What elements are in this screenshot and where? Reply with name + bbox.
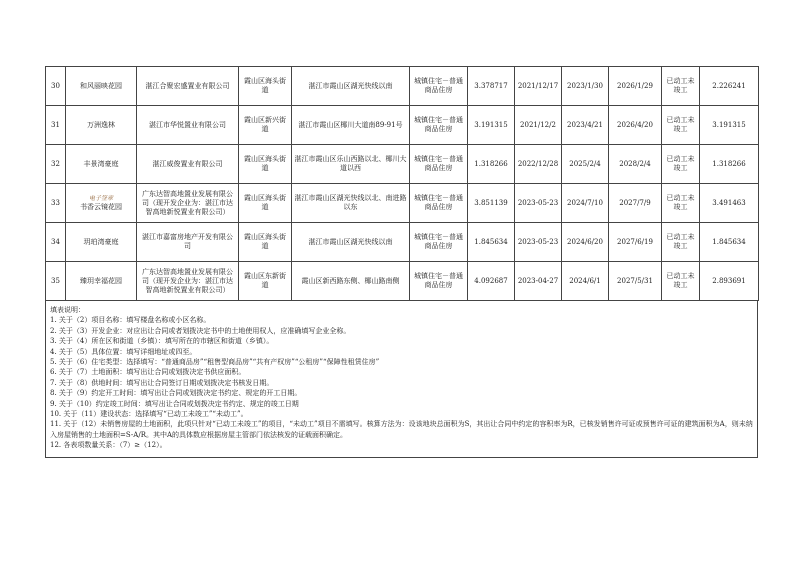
completion-date-text: 2027/7/9 [619,198,651,207]
row-number-text: 32 [51,159,60,168]
housing-type-text: 城镇住宅－普通商品住房 [414,155,463,172]
note-line: 4. 关于（5）具体位置：填写详细地址或四至。 [50,347,197,356]
supply-date [515,67,562,106]
location [292,262,410,301]
start-date-text: 2024/6/20 [567,237,603,246]
district-street-text: 霞山区海头街道 [244,194,286,211]
note-line-last: 12. 各表项数量关系：（7）≥（12）。 [50,441,167,450]
developer-name-text: 广东达智高地置业发展有限公司（现开发企业为：湛江市达智高地新悦置业有限公司） [142,267,233,294]
housing-type [410,67,468,106]
district-street [239,67,292,106]
supply-date-text: 2021/12/2 [520,120,556,129]
row-number-text: 35 [51,276,60,285]
land-area [468,184,515,223]
supply-date-text: 2023-05-23 [517,198,559,207]
land-area [468,145,515,184]
build-status-text: 已动工未竣工 [666,116,695,133]
build-status [662,67,700,106]
location-text: 湛江市霞山区乐山西路以北、椰川大道以西 [294,155,407,172]
land-area-text: 3.378717 [474,81,508,90]
table-row [46,262,759,301]
district-street-text: 霞山区海头街道 [244,155,286,172]
district-street [239,106,292,145]
developer-name-text: 广东达智高地置业发展有限公司（现开发企业为：湛江市达智高地新悦置业有限公司） [142,189,233,216]
housing-type-text: 城镇住宅－普通商品住房 [414,194,463,211]
project-name-text: 和风丽映花园 [80,81,122,90]
build-status [662,145,700,184]
notes-heading: 填表说明： [50,306,85,314]
completion-date [609,67,662,106]
note-line: 3. 关于（4）所在区和街道（乡镇）：填写所在的市辖区和街道（乡镇）。 [50,337,274,346]
district-street-text: 霞山区东新街道 [244,272,286,289]
start-date [562,145,609,184]
completion-date-text: 2026/4/20 [617,120,653,129]
housing-type [410,106,468,145]
note-line: 1. 关于（2）项目名称：填写楼盘名称或小区名称。 [50,316,211,325]
row-number [46,67,66,106]
note-line-long: 11. 关于（12）未销售房屋的土地面积，此项只针对“已动工未竣工”的项目，“未动工”项目不需填写。核算方法为：设该地块总面积为S，其出让合同中约定的容积率为R，已核发销售许可证或预售许可证的建筑面积为A，则未纳入房屋销售的土地面积=S-A/R。其中A的具体数应根据房屋主管部门依法核发的证载面积确定。 [50,420,753,439]
row-number-text: 30 [51,81,60,90]
developer-name [137,145,239,184]
land-area [468,67,515,106]
developer-name [137,223,239,262]
unsold-land-area-text: 1.845634 [712,237,746,246]
note-line: 9. 关于（10）约定竣工时间：填写出让合同或划拨决定书约定、规定的竣工日期 [50,399,299,408]
supply-date [515,262,562,301]
start-date-text: 2023/4/21 [567,120,603,129]
table-row [46,67,759,106]
supply-date-text: 2023-04-27 [517,276,559,285]
land-area-text: 4.092687 [474,276,508,285]
table-row [46,223,759,262]
table-row [46,145,759,184]
unsold-land-area [700,106,759,145]
unsold-land-area-text: 3.491463 [712,198,746,207]
developer-name-text: 湛江市华悦置业有限公司 [149,120,226,129]
note-line: 8. 关于（9）约定开工时间：填写出让合同或划拨决定书约定、规定的开工日期。 [50,389,302,398]
start-date-text: 2025/2/4 [569,159,601,168]
project-name [66,262,137,301]
note-line: 7. 关于（8）供地时间：填写出让合同签订日期或划拨决定书核发日期。 [50,378,274,387]
document-sheet [45,66,758,458]
note-line: 10. 关于（11）建设状态：选择填写“已动工未竣工”“未动工”。 [50,410,248,419]
build-status-text: 已动工未竣工 [666,233,695,250]
land-area-text: 3.191315 [474,120,508,129]
row-number-text: 34 [51,237,60,246]
housing-type-text: 城镇住宅－普通商品住房 [414,233,463,250]
location [292,145,410,184]
developer-name-text: 湛江合聚宏盛置业有限公司 [145,81,230,90]
completion-date-text: 2027/6/19 [617,237,653,246]
district-street-text: 霞山区海头街道 [244,233,286,250]
completion-date [609,145,662,184]
project-name [66,145,137,184]
row-number [46,106,66,145]
row-number [46,145,66,184]
start-date [562,67,609,106]
unsold-land-area [700,67,759,106]
location-text: 湛江市霞山区湖光快线以南 [308,81,393,90]
supply-date-text: 2023-05-23 [517,237,559,246]
unsold-land-area [700,184,759,223]
developer-name [137,67,239,106]
location-text: 湛江市霞山区湖光快线以南 [308,237,393,246]
row-number [46,262,66,301]
row-number-text: 31 [51,120,60,129]
build-status [662,106,700,145]
build-status [662,184,700,223]
developer-name [137,262,239,301]
location-text: 湛江市霞山区湖光快线以北、南进路以东 [294,194,407,211]
build-status [662,262,700,301]
project-name-text: 丰景湾豪庭 [83,159,119,168]
project-name-text: 书香云镜花园 [80,203,122,211]
housing-type-text: 城镇住宅－普通商品住房 [414,272,463,289]
district-street [239,184,292,223]
project-name-text: 万洲逸林 [87,120,115,129]
stamp-mark: 电子签章 [88,195,113,202]
developer-name-text: 湛江威俊置业有限公司 [152,159,223,168]
project-name [66,184,137,223]
start-date-text: 2024/6/1 [569,276,601,285]
land-area-text: 3.851139 [474,198,508,207]
row-number-text: 33 [51,198,60,207]
housing-type [410,145,468,184]
developer-name-text: 湛江市嘉富房地产开发有限公司 [142,233,233,250]
supply-date [515,106,562,145]
district-street-text: 霞山区海头街道 [244,77,286,94]
land-area-text: 1.845634 [474,237,508,246]
completion-date [609,262,662,301]
housing-type-text: 城镇住宅－普通商品住房 [414,116,463,133]
project-name-text: 玥珀湾豪庭 [83,237,119,246]
row-number [46,223,66,262]
start-date [562,106,609,145]
location [292,67,410,106]
build-status-text: 已动工未竣工 [666,77,695,94]
district-street [239,262,292,301]
completion-date [609,223,662,262]
supply-date-text: 2022/12/28 [517,159,559,168]
project-name [66,223,137,262]
unsold-land-area-text: 2.226241 [712,81,746,90]
district-street [239,223,292,262]
location-text: 霞山区新西路东侧、椰山路南侧 [301,276,400,285]
housing-type [410,223,468,262]
project-name [66,67,137,106]
location [292,223,410,262]
unsold-land-area [700,223,759,262]
build-status-text: 已动工未竣工 [666,272,695,289]
build-status-text: 已动工未竣工 [666,194,695,211]
table-row [46,106,759,145]
supply-date [515,223,562,262]
unsold-land-area [700,262,759,301]
land-area [468,262,515,301]
start-date [562,184,609,223]
build-status-text: 已动工未竣工 [666,155,695,172]
note-line: 2. 关于（3）开发企业：对应出让合同或者划拨决定书中的土地使用权人，应准确填写企业全称。 [50,326,351,335]
completion-date-text: 2028/2/4 [619,159,651,168]
location-text: 湛江市霞山区椰川大道南89-91号 [298,120,403,129]
note-line: 6. 关于（7）土地面积：填写出让合同或划拨决定书供应面积。 [50,368,246,377]
table-row [46,184,759,223]
completion-date [609,106,662,145]
location [292,184,410,223]
developer-name [137,184,239,223]
completion-date-text: 2027/5/31 [617,276,653,285]
supply-date [515,145,562,184]
project-name [66,106,137,145]
notes-section [45,301,758,458]
land-area-text: 1.318266 [474,159,508,168]
build-status [662,223,700,262]
unsold-land-area-text: 2.893691 [712,276,746,285]
land-area [468,223,515,262]
note-line: 5. 关于（6）住宅类型：选择填写：“普通商品房”“租售型商品房”“共有产权房”“公租房”“保障性租赁住房” [50,358,380,367]
unsold-land-area [700,145,759,184]
start-date [562,262,609,301]
completion-date [609,184,662,223]
supply-date-text: 2021/12/17 [517,81,559,90]
start-date [562,223,609,262]
supply-date [515,184,562,223]
start-date-text: 2024/7/10 [567,198,603,207]
housing-type-text: 城镇住宅－普通商品住房 [414,77,463,94]
unsold-land-area-text: 3.191315 [712,120,746,129]
land-area [468,106,515,145]
unsold-land-area-text: 1.318266 [712,159,746,168]
land-supply-table [45,66,759,301]
housing-type [410,262,468,301]
completion-date-text: 2026/1/29 [617,81,653,90]
housing-type [410,184,468,223]
district-street-text: 霞山区新兴街道 [244,116,286,133]
district-street [239,145,292,184]
project-name-text: 臻玥幸福花园 [80,276,122,285]
developer-name [137,106,239,145]
start-date-text: 2023/1/30 [567,81,603,90]
location [292,106,410,145]
row-number [46,184,66,223]
